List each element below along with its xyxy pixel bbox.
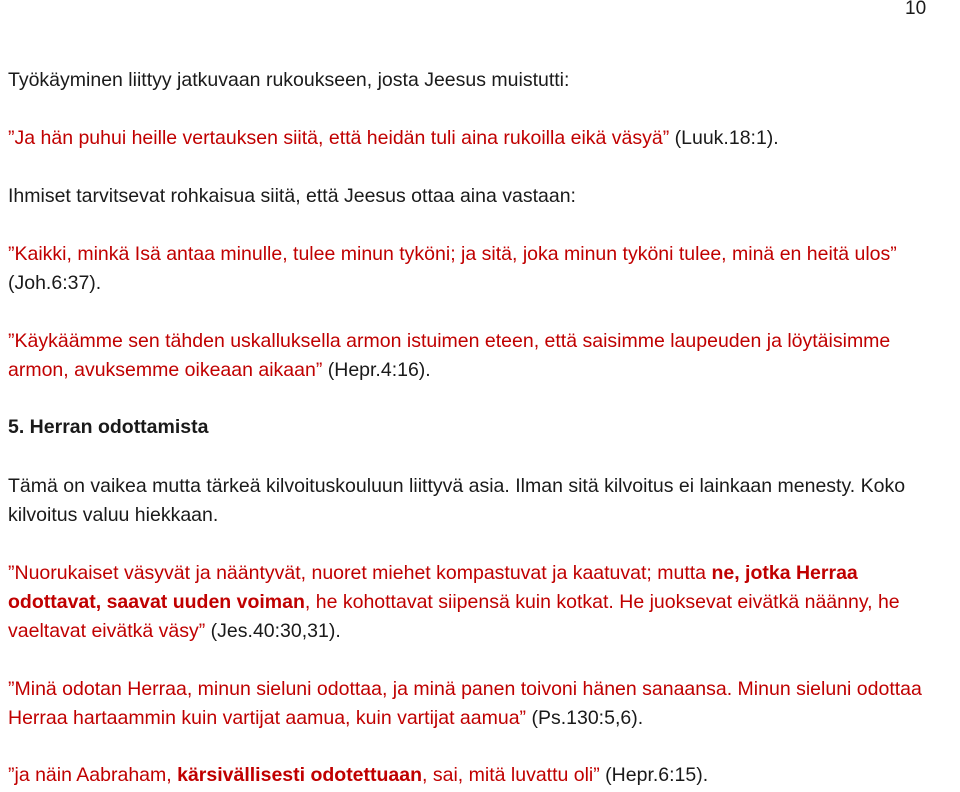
quote-text: ”Nuorukaiset väsyvät ja nääntyvät, nuoret miehet kompastuvat ja kaatuvat; mutta (8, 562, 712, 584)
quote-john (8, 240, 952, 298)
quote-text: ”Käykäämme sen tähden uskalluksella armon istuimen eteen, että saisimme laupeuden ja löytäisimme armon, avuksemme oikeaan aikaan” (8, 330, 891, 381)
quote-emphasis: kärsivällisesti odotettuaan (177, 764, 423, 786)
quote-text-continued: , sai, mitä luvattu oli” (422, 764, 600, 786)
quote-hebrews-6 (8, 761, 952, 790)
quote-reference: (Jes.40:30,31). (205, 620, 341, 642)
quote-emphasis: ne, jotka Herraa odottavat, saavat uuden voiman (8, 562, 858, 613)
quote-reference: (Hepr.4:16). (322, 359, 431, 381)
paragraph-waiting: Tämä on vaikea mutta tärkeä kilvoituskouluun liittyvä asia. Ilman sitä kilvoitus ei lainkaan menesty. Koko kilvoitus valuu hiekkaan. (8, 475, 906, 526)
quote-reference: (Ps.130:5,6). (526, 707, 644, 729)
quote-text: ”Ja hän puhui heille vertauksen siitä, että heidän tuli aina rukoilla eikä väsyä” (8, 127, 670, 149)
section-heading: 5. Herran odottamista (8, 416, 209, 438)
quote-reference: (Joh.6:37). (8, 272, 102, 294)
quote-hebrews-4 (8, 327, 952, 385)
quote-text: ”ja näin Aabraham, (8, 764, 178, 786)
paragraph-encouragement: Ihmiset tarvitsevat rohkaisua siitä, että Jeesus ottaa aina vastaan: (8, 185, 576, 207)
quote-text: ”Minä odotan Herraa, minun sieluni odottaa, ja minä panen toivoni hänen sanaansa. Minun sieluni odottaa Herraa hartaammin kuin vartijat aamua, kuin vartijat aamua” (8, 678, 922, 729)
quote-reference: (Hepr.6:15). (599, 764, 709, 786)
quote-text-continued: , he kohottavat siipensä kuin kotkat. He juoksevat eivätkä näänny, he vaeltavat eivätkä väsy” (8, 591, 900, 642)
page-number: 10 (905, 0, 927, 19)
quote-text: ”Kaikki, minkä Isä antaa minulle, tulee minun tyköni; ja sitä, joka minun tyköni tulee, minä en heitä ulos” (8, 243, 897, 265)
quote-reference: (Luuk.18:1). (669, 127, 779, 149)
quote-isaiah (8, 559, 952, 646)
intro-paragraph: Työkäyminen liittyy jatkuvaan rukoukseen, josta Jeesus muistutti: (8, 69, 570, 91)
quote-psalm (8, 675, 952, 733)
quote-luke (8, 124, 952, 153)
